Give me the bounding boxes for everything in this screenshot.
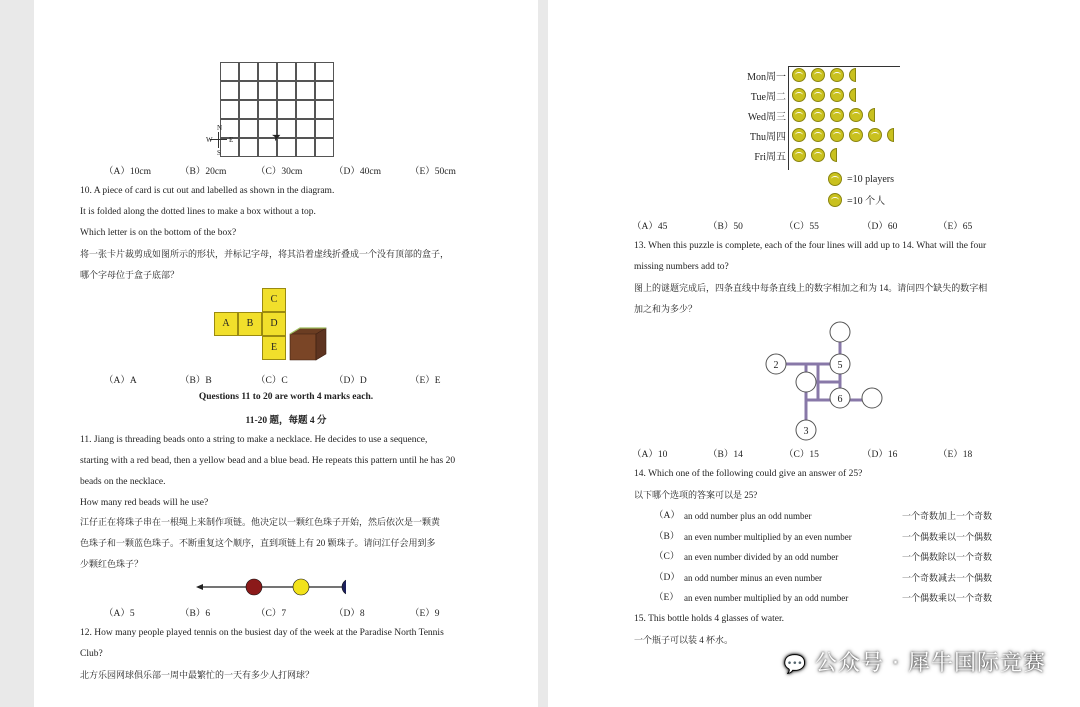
grid-cell xyxy=(239,138,258,157)
tennis-ball-icon xyxy=(811,68,825,82)
choice-label[interactable]: （B） xyxy=(654,531,680,542)
grid-cell xyxy=(239,119,258,138)
grid-cell xyxy=(220,100,239,119)
net-face-a: A xyxy=(214,312,238,336)
tennis-ball-icon xyxy=(828,172,842,186)
tennis-ball-icon xyxy=(792,128,806,142)
q10-line: Which letter is on the bottom of the box? xyxy=(80,228,237,238)
tennis-ball-icon xyxy=(792,108,806,122)
puzzle-node-empty xyxy=(796,372,816,392)
option[interactable]: （B）6 xyxy=(180,609,211,619)
option[interactable]: （A）45 xyxy=(632,222,668,232)
net-face-e: E xyxy=(262,336,286,360)
choice-zh: 一个奇数减去一个偶数 xyxy=(902,572,993,583)
q10-line: 将一张卡片裁剪成如图所示的形状，并标记字母，将其沿着虚线折叠成一个没有顶部的盒子， xyxy=(80,249,450,259)
section-heading-zh: 11-20 题，每题 4 分 xyxy=(245,416,327,426)
half-tennis-ball-icon xyxy=(849,68,856,82)
day-label: Thu周四 xyxy=(749,132,786,143)
choice-en: an even number divided by an odd number xyxy=(684,552,839,562)
grid-cell xyxy=(258,81,277,100)
tennis-ball-icon xyxy=(811,88,825,102)
option[interactable]: （E）9 xyxy=(410,609,440,619)
choice-en: an odd number minus an even number xyxy=(684,572,822,583)
watermark-text: 公众号 · 犀牛国际竞赛 xyxy=(815,651,1046,676)
tennis-ball-icon xyxy=(828,193,842,207)
tennis-ball-icon xyxy=(849,108,863,122)
section-heading-en: Questions 11 to 20 are worth 4 marks each. xyxy=(198,392,374,402)
q12-line: 12. How many people played tennis on the busiest day of the week at the Paradise North Tennis xyxy=(80,628,444,638)
choice-zh: 一个奇数加上一个奇数 xyxy=(902,511,993,521)
option[interactable]: （C）30cm xyxy=(256,167,303,177)
right-page xyxy=(548,0,1080,707)
q10-line: It is folded along the dotted lines to make a box without a top. xyxy=(80,207,316,217)
bead xyxy=(246,579,262,595)
q10-line: 10. A piece of card is cut out and labelled as shown in the diagram. xyxy=(80,186,335,196)
compass-east: E xyxy=(229,136,234,144)
choice-label[interactable]: （D） xyxy=(654,572,680,583)
q11-line: 江仔正在将珠子串在一根绳上来制作项链。他决定以一颗红色珠子开始，然后依次是一颗黄 xyxy=(80,517,441,527)
choice-zh: 一个偶数乘以一个奇数 xyxy=(902,593,993,603)
grid-cell xyxy=(277,62,296,81)
q11-line: beads on the necklace. xyxy=(80,477,166,487)
grid-cell xyxy=(277,100,296,119)
tennis-ball-icon xyxy=(830,128,844,142)
compass-north: N xyxy=(217,124,223,132)
choice-label[interactable]: （A） xyxy=(654,511,680,521)
bead xyxy=(342,579,346,595)
grid-cell xyxy=(296,100,315,119)
q12-line: Club? xyxy=(80,649,103,659)
left-page xyxy=(34,0,538,707)
option[interactable]: （B）20cm xyxy=(180,167,227,177)
string-arrow-icon xyxy=(196,584,203,590)
ball-row xyxy=(792,87,861,102)
number-puzzle xyxy=(760,318,890,442)
option[interactable]: （E）E xyxy=(410,376,441,386)
bead-string xyxy=(194,576,346,598)
half-tennis-ball-icon xyxy=(868,108,875,122)
q15-line: 一个瓶子可以装 4 杯水。 xyxy=(634,635,734,645)
q13-line: 加之和为多少？ xyxy=(634,304,698,314)
map-grid xyxy=(220,62,334,158)
choice-label[interactable]: （C） xyxy=(654,552,680,562)
q14-line: 以下哪个选项的答案可以是 25? xyxy=(634,490,758,500)
grid-cell xyxy=(258,100,277,119)
grid-cell xyxy=(239,100,258,119)
choice-en: an even number multiplied by an odd number xyxy=(684,593,849,603)
choice-en: an odd number plus an odd number xyxy=(684,511,812,521)
grid-cell xyxy=(296,81,315,100)
pictogram-axis xyxy=(788,66,789,170)
choice-en: an even number multiplied by an even number xyxy=(684,531,852,542)
grid-cell xyxy=(258,62,277,81)
tennis-ball-icon xyxy=(792,148,806,162)
choice-label[interactable]: （E） xyxy=(654,593,679,603)
legend-players xyxy=(828,172,894,186)
q11-line: 色珠子和一颗蓝色珠子。不断重复这个顺序，直到项链上有 20 颗珠子。请问江仔会用到多 xyxy=(80,538,436,548)
wechat-icon: 💬 xyxy=(783,654,808,675)
half-tennis-ball-icon xyxy=(887,128,894,142)
grid-cell xyxy=(315,100,334,119)
option[interactable]: （A）5 xyxy=(104,609,135,619)
grid-cell xyxy=(220,62,239,81)
option[interactable]: （A）10 xyxy=(632,450,668,460)
puzzle-node-empty xyxy=(862,388,882,408)
compass-west: W xyxy=(206,136,213,144)
option[interactable]: （C）7 xyxy=(256,609,287,619)
tennis-ball-icon xyxy=(830,68,844,82)
compass xyxy=(206,124,236,160)
grid-cell xyxy=(296,138,315,157)
legend-zh: =10 个人 xyxy=(847,196,886,207)
option[interactable]: （B）B xyxy=(180,376,212,386)
tennis-ball-icon xyxy=(792,88,806,102)
open-box-illustration xyxy=(288,326,328,362)
bead xyxy=(293,579,309,595)
net-face-b: B xyxy=(238,312,262,336)
tennis-ball-icon xyxy=(849,128,863,142)
option[interactable]: （D）8 xyxy=(334,609,365,619)
grid-cell xyxy=(239,62,258,81)
tennis-ball-icon xyxy=(830,108,844,122)
q12-line: 北方乐园网球俱乐部一周中最繁忙的一天有多少人打网球？ xyxy=(80,670,315,680)
grid-cell xyxy=(315,138,334,157)
option[interactable]: （D）40cm xyxy=(334,167,381,177)
q11-line: starting with a red bead, then a yellow bead and a blue bead. He repeats this pattern until he has 20 xyxy=(80,456,456,466)
half-tennis-ball-icon xyxy=(830,148,837,162)
choice-zh: 一个偶数除以一个奇数 xyxy=(902,552,993,562)
day-label: Tue周二 xyxy=(750,92,786,103)
tennis-ball-icon xyxy=(830,88,844,102)
tennis-ball-icon xyxy=(811,148,825,162)
tennis-ball-icon xyxy=(811,128,825,142)
grid-cell xyxy=(315,62,334,81)
grid-cell xyxy=(220,81,239,100)
legend-en: =10 players xyxy=(847,173,895,185)
ball-row xyxy=(792,127,899,142)
option[interactable]: （C）55 xyxy=(784,222,819,232)
option[interactable]: （C）15 xyxy=(784,450,819,460)
legend-people xyxy=(828,192,885,207)
half-tennis-ball-icon xyxy=(849,88,856,102)
option[interactable]: （D）D xyxy=(334,376,367,386)
compass-south: S xyxy=(217,149,221,157)
option[interactable]: （A）A xyxy=(104,376,137,386)
choice-zh: 一个偶数乘以一个偶数 xyxy=(902,531,993,542)
ball-row xyxy=(792,147,842,162)
option[interactable]: （E）50cm xyxy=(410,167,456,177)
watermark xyxy=(784,646,1046,677)
q15-line: 15. This bottle holds 4 glasses of water. xyxy=(634,614,784,624)
tennis-ball-icon xyxy=(868,128,882,142)
puzzle-value-2: 2 xyxy=(773,360,779,371)
grid-cell xyxy=(239,81,258,100)
option[interactable]: （D）16 xyxy=(862,450,898,460)
q13-line: 图上的谜题完成后，四条直线中每条直线上的数字相加之和为 14。请问四个缺失的数字相 xyxy=(634,283,988,293)
ball-row xyxy=(792,107,880,122)
option[interactable]: （C）C xyxy=(256,376,288,386)
net-face-d: D xyxy=(262,312,286,336)
grid-cell xyxy=(315,81,334,100)
pictogram xyxy=(734,64,914,214)
puzzle-value-5: 5 xyxy=(837,360,843,371)
ball-row xyxy=(792,67,861,82)
option[interactable]: （B）14 xyxy=(708,450,743,460)
q11-line: How many red beads will he use? xyxy=(80,498,209,508)
day-label: Wed周三 xyxy=(747,112,786,123)
tennis-ball-icon xyxy=(792,68,806,82)
grid-cell xyxy=(277,81,296,100)
option[interactable]: （B）50 xyxy=(708,222,743,232)
day-label: Mon周一 xyxy=(747,72,786,83)
q11-line: 少颗红色珠子？ xyxy=(80,559,144,569)
q13-line: 13. When this puzzle is complete, each of the four lines will add up to 14. What will the four xyxy=(634,241,987,251)
grid-cell xyxy=(296,62,315,81)
puzzle-value-3: 3 xyxy=(803,426,809,437)
grid-cell xyxy=(315,119,334,138)
option[interactable]: （D）60 xyxy=(862,222,898,232)
puzzle-node-empty xyxy=(830,322,850,342)
day-label: Fri周五 xyxy=(754,152,786,163)
option[interactable]: （E）65 xyxy=(938,222,973,232)
q14-line: 14. Which one of the following could give an answer of 25? xyxy=(634,469,863,479)
option[interactable]: （A）10cm xyxy=(104,167,151,177)
net-face-c: C xyxy=(262,288,286,312)
q11-line: 11. Jiang is threading beads onto a string to make a necklace. He decides to use a sequence, xyxy=(80,435,428,445)
puzzle-value-6: 6 xyxy=(837,394,843,405)
tennis-ball-icon xyxy=(811,108,825,122)
q13-line: missing numbers add to? xyxy=(634,262,729,272)
grid-cell xyxy=(296,119,315,138)
q10-line: 哪个字母位于盒子底部？ xyxy=(80,270,180,280)
arrow-marker-icon: ➤ xyxy=(270,129,284,145)
compass-vline xyxy=(218,132,219,148)
option[interactable]: （E）18 xyxy=(938,450,973,460)
